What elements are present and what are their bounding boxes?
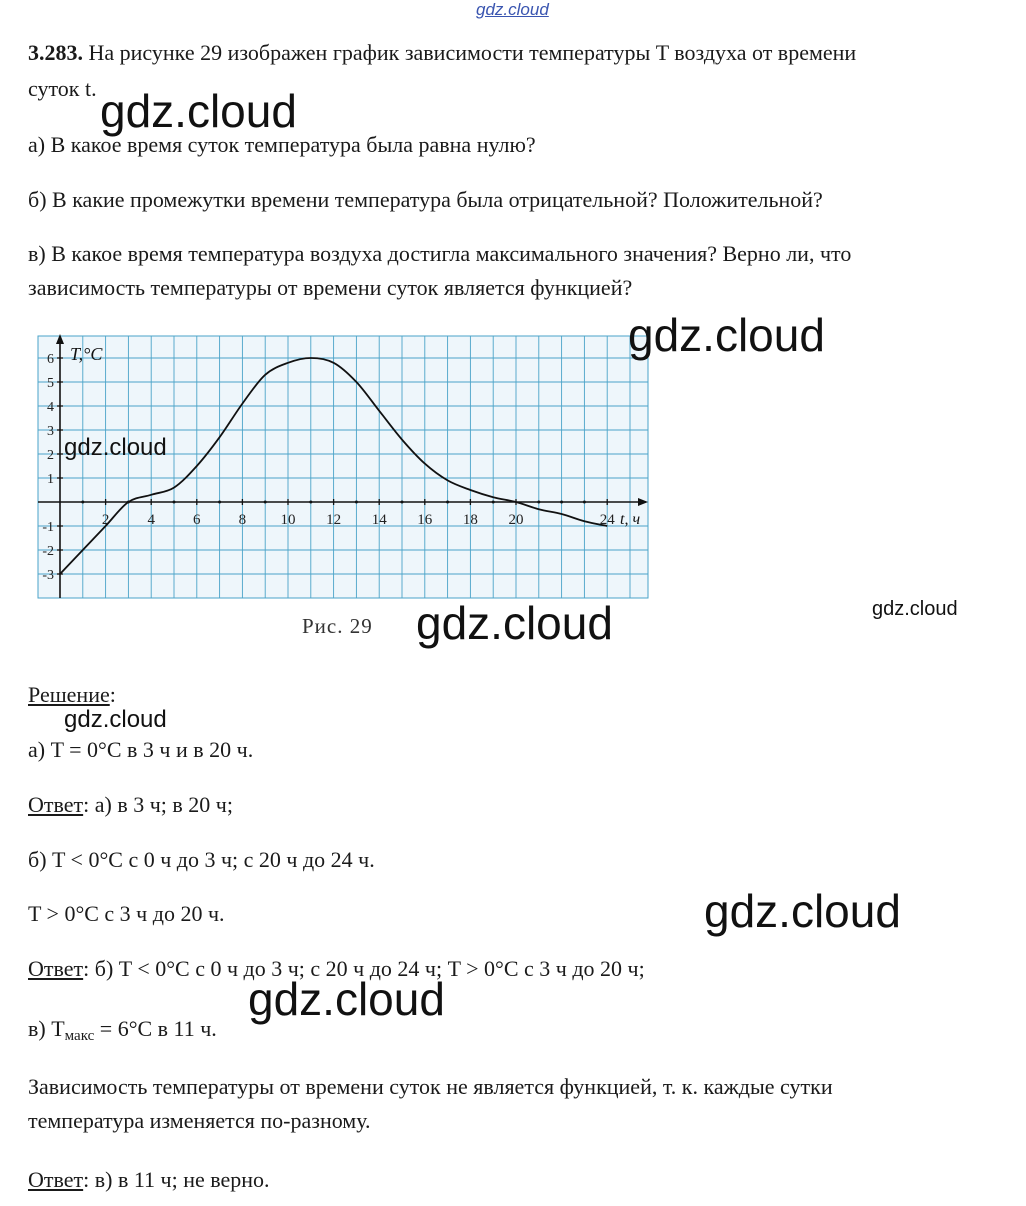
x-minor-tick [401, 501, 404, 504]
figure-caption: Рис. 29 [302, 614, 373, 638]
x-minor-tick [309, 501, 312, 504]
x-tick-label: 2 [101, 512, 110, 528]
x-minor-tick [583, 501, 586, 504]
x-minor-tick [537, 501, 540, 504]
x-minor-tick [218, 501, 221, 504]
watermark-4: gdz.cloud [416, 597, 613, 649]
answer-c [28, 1163, 270, 1196]
problem-line-2: суток t. [28, 76, 97, 101]
x-tick-label: 18 [462, 512, 478, 528]
solution-b-1: б) T < 0°C с 0 ч до 3 ч; с 20 ч до 24 ч. [28, 847, 375, 872]
y-tick-label: 4 [47, 400, 54, 415]
solution-a: а) T = 0°C в 3 ч и в 20 ч. [28, 737, 254, 762]
x-tick-label: 16 [417, 512, 433, 528]
x-minor-tick [173, 501, 176, 504]
x-minor-tick [355, 501, 358, 504]
solution-c-post: = 6°C в 11 ч. [94, 1016, 217, 1041]
watermark-5: gdz.cloud [872, 598, 958, 620]
watermark-7: gdz.cloud [704, 885, 901, 937]
question-c-line-2: зависимость температуры от времени суток является функцией? [28, 275, 633, 300]
x-tick-label: 8 [238, 512, 247, 528]
problem-number: 3.283. [28, 40, 83, 65]
x-tick-label: 4 [147, 512, 155, 528]
watermark-top: gdz.cloud [476, 0, 549, 19]
watermark-3: gdz.cloud [64, 434, 167, 461]
answer-b-text: : б) T < 0°C с 0 ч до 3 ч; с 20 ч до 24 ч; T > 0°C с 3 ч до 20 ч; [83, 956, 645, 981]
solution-heading-text: Решение [28, 682, 110, 707]
answer-label-a: Ответ [28, 792, 84, 817]
x-minor-tick [264, 501, 267, 504]
x-minor-tick [446, 501, 449, 504]
question-b: б) В какие промежутки времени температура была отрицательной? Положительной? [28, 187, 823, 212]
x-minor-tick [81, 501, 84, 504]
solution-function-2: температура изменяется по-разному. [28, 1108, 371, 1133]
x-minor-tick [492, 501, 495, 504]
watermark-8: gdz.cloud [248, 973, 445, 1025]
problem-line-1 [28, 36, 856, 69]
answer-a [28, 788, 233, 821]
x-tick-label: 6 [193, 512, 201, 528]
watermark-6: gdz.cloud [64, 706, 167, 733]
y-tick-label: 2 [47, 448, 54, 463]
watermark-1: gdz.cloud [100, 85, 297, 137]
answer-c-text: : в) в 11 ч; не верно. [83, 1167, 270, 1192]
problem-text-1: На рисунке 29 изображен график зависимости температуры T воздуха от времени [83, 40, 857, 65]
solution-b-2: T > 0°C с 3 ч до 20 ч. [28, 901, 225, 926]
chart-background [38, 336, 648, 598]
x-tick-label: 12 [326, 512, 342, 528]
watermark-2: gdz.cloud [628, 309, 825, 361]
solution-c [28, 1012, 217, 1053]
answer-label-b: Ответ [28, 956, 84, 981]
x-tick-label: 10 [280, 512, 296, 528]
solution-c-pre: в) T [28, 1016, 65, 1041]
question-a: а) В какое время суток температура была равна нулю? [28, 132, 536, 157]
solution-function-1: Зависимость температуры от времени суток не является функцией, т. к. каждые сутки [28, 1074, 833, 1099]
question-c-line-1: в) В какое время температура воздуха достигла максимального значения? Верно ли, что [28, 241, 852, 266]
temperature-chart [28, 330, 650, 602]
y-tick-label: -1 [42, 520, 54, 535]
y-tick-label: -3 [42, 568, 54, 583]
chart-grid [38, 336, 648, 598]
solution-c-sub: макс [64, 1028, 95, 1044]
y-tick-label: 3 [47, 424, 54, 439]
answer-a-text: : а) в 3 ч; в 20 ч; [83, 792, 233, 817]
x-axis-label: t, ч [620, 511, 641, 528]
y-tick-label: 1 [47, 472, 54, 487]
x-tick-label: 20 [508, 512, 524, 528]
y-tick-label: 5 [47, 376, 54, 391]
solution-heading-colon: : [109, 682, 116, 707]
x-tick-label: 14 [371, 512, 387, 528]
x-tick-label: 24 [599, 512, 615, 528]
answer-label-c: Ответ [28, 1167, 84, 1192]
y-axis-label: T,°C [70, 344, 103, 364]
y-tick-label: -2 [42, 544, 54, 559]
x-minor-tick [560, 501, 563, 504]
y-tick-label: 6 [47, 352, 54, 367]
